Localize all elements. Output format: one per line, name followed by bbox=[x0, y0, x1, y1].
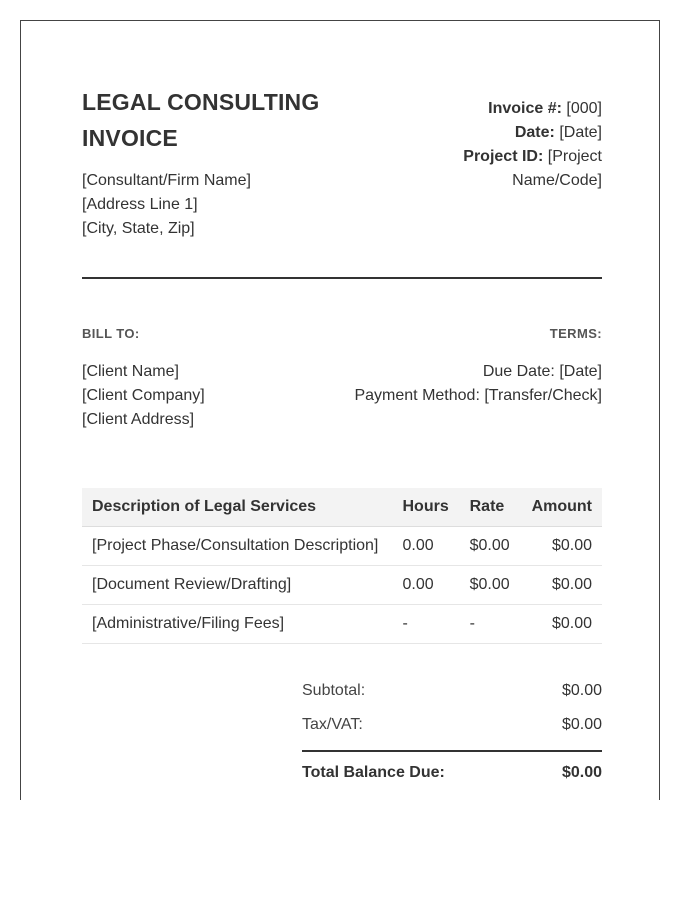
service-hours: 0.00 bbox=[392, 566, 459, 605]
invoice-number-value: [000] bbox=[566, 100, 602, 117]
service-amount: $0.00 bbox=[520, 527, 602, 566]
total-balance-label: Total Balance Due: bbox=[302, 764, 445, 781]
table-header-row bbox=[82, 488, 602, 527]
tax-label: Tax/VAT: bbox=[302, 716, 363, 733]
project-id-label: Project ID: bbox=[463, 148, 544, 165]
service-rate: $0.00 bbox=[460, 527, 521, 566]
column-header-amount: Amount bbox=[520, 488, 602, 527]
table-row bbox=[82, 527, 602, 566]
service-amount: $0.00 bbox=[520, 566, 602, 605]
table-row bbox=[82, 566, 602, 605]
payment-method: Payment Method: [Transfer/Check] bbox=[354, 387, 602, 404]
column-header-description: Description of Legal Services bbox=[82, 488, 392, 527]
service-description: [Document Review/Drafting] bbox=[82, 566, 392, 605]
table-row bbox=[82, 605, 602, 644]
client-name: [Client Name] bbox=[82, 363, 179, 380]
invoice-date-label: Date: bbox=[514, 124, 555, 141]
tax-row bbox=[302, 712, 602, 746]
column-header-hours: Hours bbox=[392, 488, 459, 527]
bill-to-heading: BILL TO: bbox=[82, 326, 140, 341]
service-hours: 0.00 bbox=[392, 527, 459, 566]
sender-name: [Consultant/Firm Name] bbox=[82, 172, 251, 189]
tax-value: $0.00 bbox=[561, 716, 602, 733]
totals-block bbox=[302, 678, 602, 794]
due-date: Due Date: [Date] bbox=[482, 363, 602, 380]
subtotal-label: Subtotal: bbox=[302, 682, 366, 699]
terms-heading: TERMS: bbox=[549, 326, 602, 341]
client-company: [Client Company] bbox=[82, 387, 205, 404]
bill-to-block bbox=[82, 360, 205, 432]
subtotal-value: $0.00 bbox=[561, 682, 602, 699]
sender-block bbox=[82, 169, 251, 241]
sender-address-line-1: [Address Line 1] bbox=[82, 196, 198, 213]
project-id-value: [Project Name/Code] bbox=[512, 148, 602, 189]
service-amount: $0.00 bbox=[520, 605, 602, 644]
totals-divider bbox=[302, 750, 602, 760]
services-table bbox=[82, 488, 602, 644]
invoice-sheet bbox=[20, 20, 660, 800]
total-balance-row bbox=[302, 760, 602, 794]
invoice-title: LEGAL CONSULTING INVOICE bbox=[82, 89, 320, 151]
invoice-number-row bbox=[442, 97, 602, 121]
sender-city-state-zip: [City, State, Zip] bbox=[82, 220, 195, 237]
header-divider bbox=[82, 277, 602, 279]
invoice-date-value: [Date] bbox=[559, 124, 602, 141]
service-description: [Project Phase/Consultation Description] bbox=[82, 527, 392, 566]
client-address: [Client Address] bbox=[82, 411, 195, 428]
invoice-date-row bbox=[442, 121, 602, 145]
total-balance-value: $0.00 bbox=[561, 764, 602, 781]
terms-block bbox=[354, 360, 602, 408]
subtotal-row bbox=[302, 678, 602, 712]
invoice-meta bbox=[442, 97, 602, 193]
project-id-row bbox=[442, 145, 602, 193]
service-description: [Administrative/Filing Fees] bbox=[82, 605, 392, 644]
invoice-number-label: Invoice #: bbox=[488, 100, 562, 117]
column-header-rate: Rate bbox=[460, 488, 521, 527]
service-rate: $0.00 bbox=[460, 566, 521, 605]
service-hours: - bbox=[392, 605, 459, 644]
service-rate: - bbox=[460, 605, 521, 644]
